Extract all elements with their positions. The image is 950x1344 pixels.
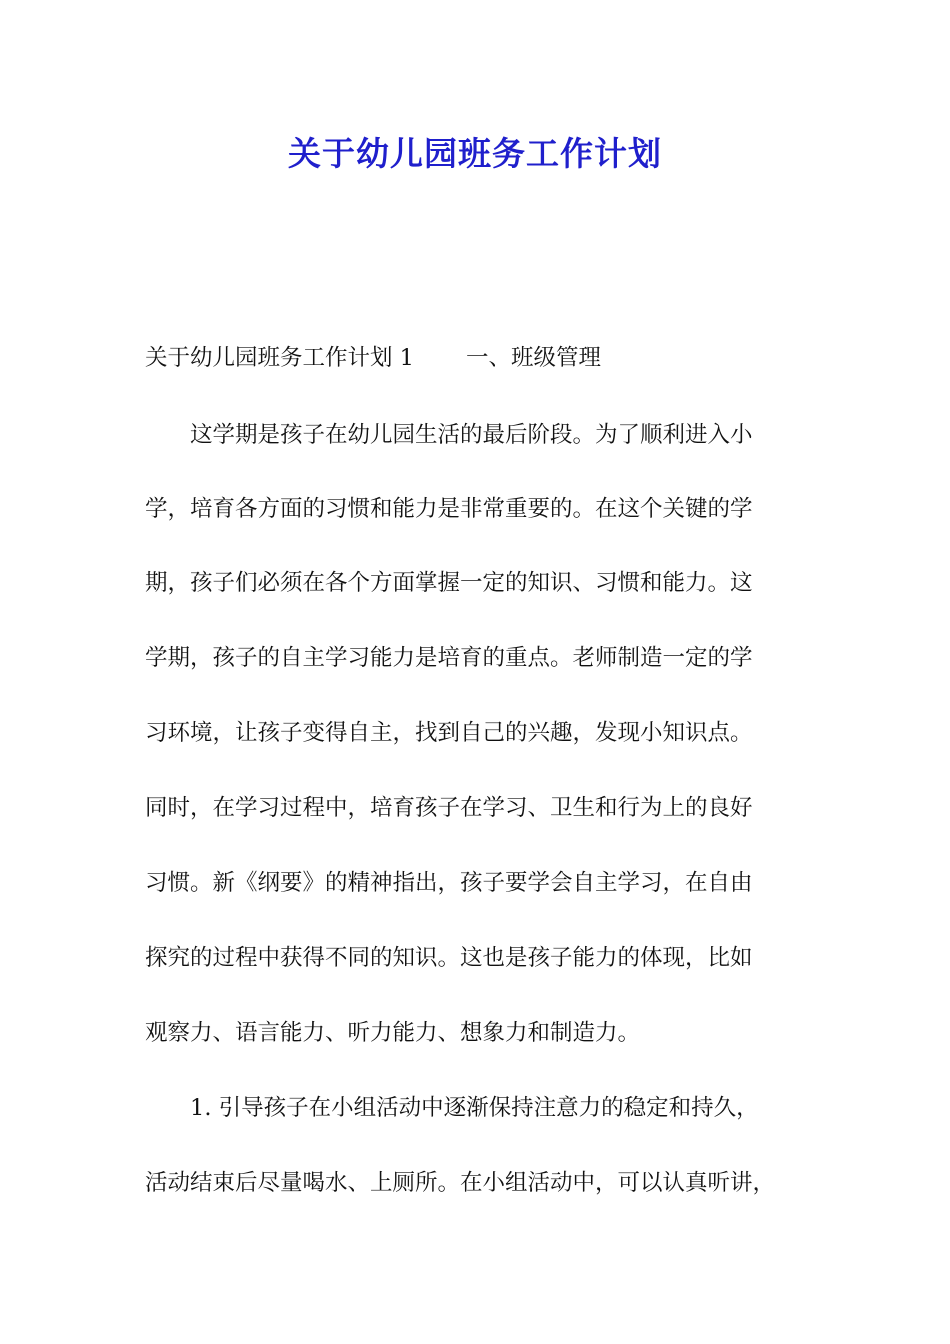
paragraph-line: 观察力、语言能力、听力能力、想象力和制造力。 bbox=[145, 1020, 641, 1046]
plan-heading: 关于幼儿园班务工作计划 1 bbox=[145, 345, 414, 371]
paragraph-line: 习惯。新《纲要》的精神指出，孩子要学会自主学习，在自由 bbox=[145, 870, 753, 896]
paragraph-line: 习环境，让孩子变得自主，找到自己的兴趣，发现小知识点。 bbox=[145, 720, 753, 746]
paragraph-line: 同时，在学习过程中，培育孩子在学习、卫生和行为上的良好 bbox=[145, 795, 753, 821]
paragraph-line: 这学期是孩子在幼儿园生活的最后阶段。为了顺利进入小 bbox=[145, 422, 753, 448]
paragraph-line: 探究的过程中获得不同的知识。这也是孩子能力的体现，比如 bbox=[145, 945, 753, 971]
paragraph-line: 学，培育各方面的习惯和能力是非常重要的。在这个关键的学 bbox=[145, 496, 753, 522]
paragraph-line: 1. 引导孩子在小组活动中逐渐保持注意力的稳定和持久， bbox=[145, 1095, 759, 1121]
document-title: 关于幼儿园班务工作计划 bbox=[288, 134, 662, 173]
section-title: 一、班级管理 bbox=[465, 345, 601, 371]
paragraph-line: 学期，孩子的自主学习能力是培育的重点。老师制造一定的学 bbox=[145, 645, 753, 671]
paragraph-line: 活动结束后尽量喝水、上厕所。在小组活动中，可以认真听讲， bbox=[145, 1170, 776, 1196]
paragraph-line: 期，孩子们必须在各个方面掌握一定的知识、习惯和能力。这 bbox=[145, 570, 753, 596]
section-heading bbox=[145, 338, 601, 378]
